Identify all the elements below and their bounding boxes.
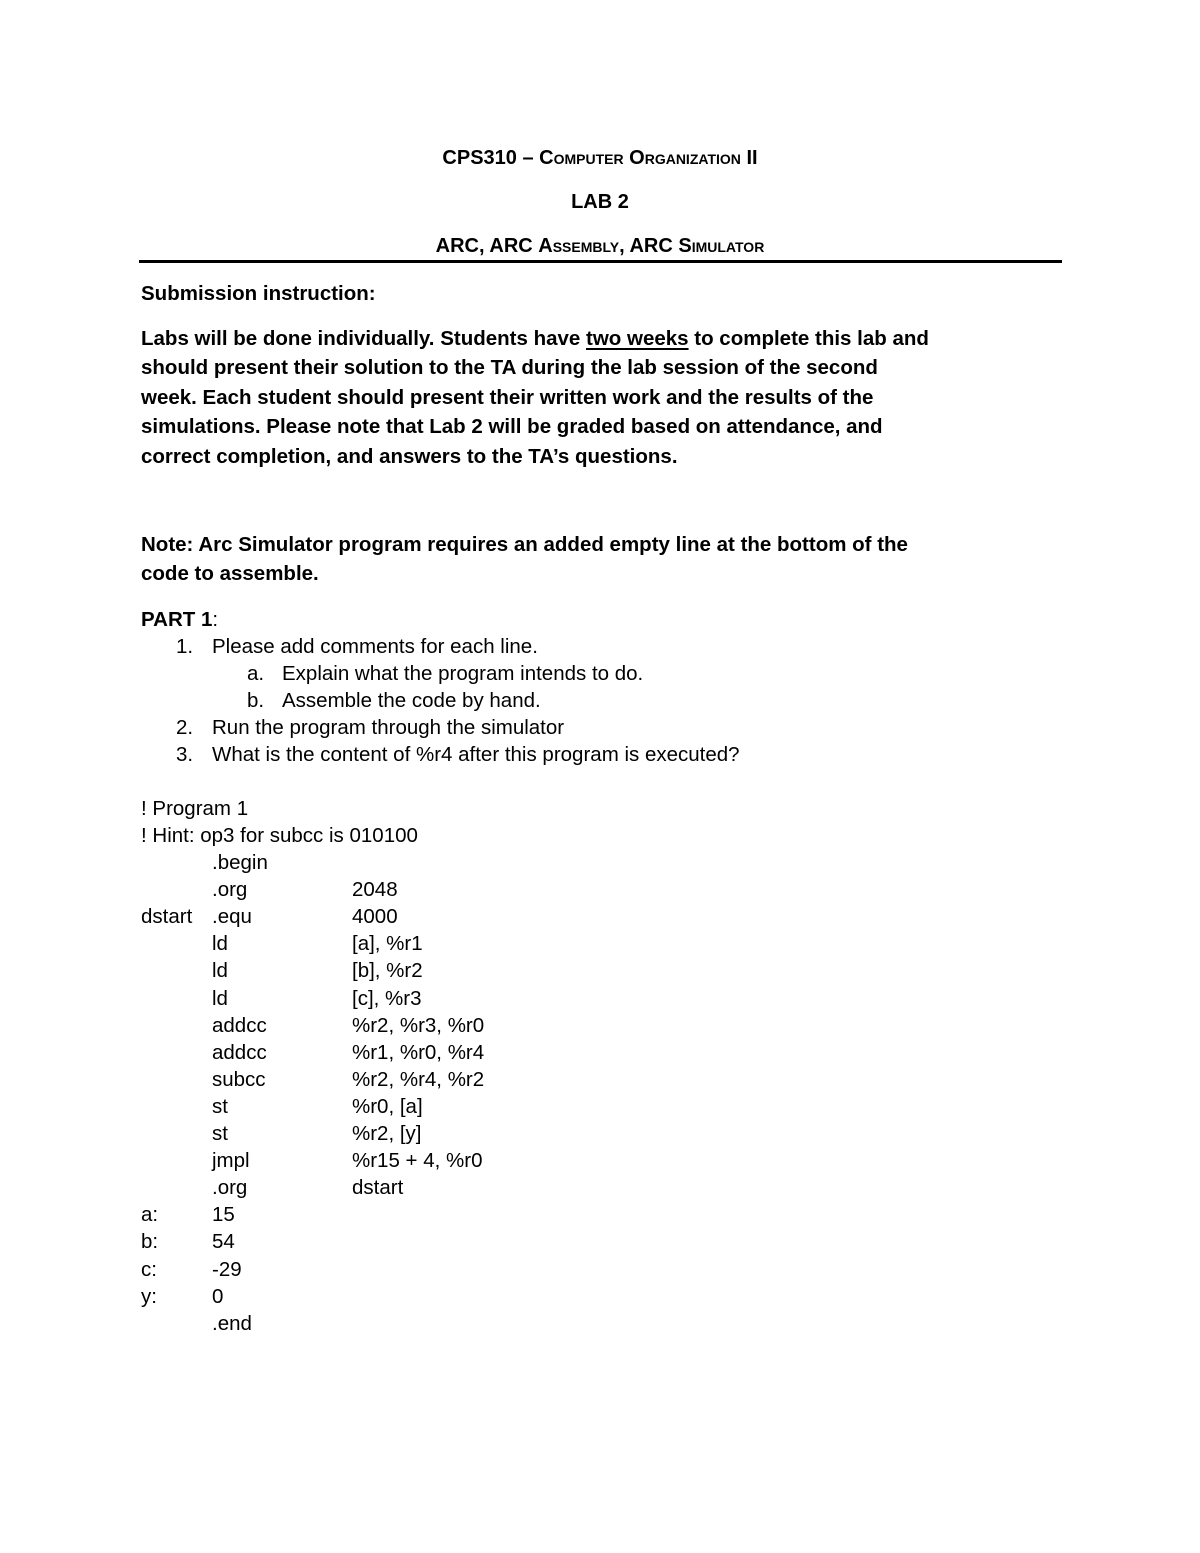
code-op: .equ (212, 905, 252, 928)
submission-line-1-post: to complete this lab and (688, 327, 929, 350)
note-paragraph (141, 530, 1071, 589)
part1-title-colon: : (212, 608, 219, 631)
code-op: subcc (212, 1068, 266, 1091)
code-op: ld (212, 987, 228, 1010)
code-label: c: (141, 1258, 157, 1281)
code-line (141, 1012, 741, 1039)
code-op: -29 (212, 1258, 242, 1281)
part1-title-bold: PART 1 (141, 608, 213, 631)
code-op: .begin (212, 851, 268, 874)
code-line (141, 876, 741, 903)
code-arg: %r0, [a] (352, 1095, 423, 1118)
list-item-1a (247, 660, 644, 687)
list-item-2-num: 2. (176, 716, 194, 739)
code-op: 54 (212, 1230, 235, 1253)
list-item-1b-text: Assemble the code by hand. (282, 689, 541, 712)
program-comment-2: ! Hint: op3 for subcc is 010100 (141, 824, 418, 847)
code-line (141, 1201, 741, 1228)
list-item-1-num: 1. (176, 635, 194, 658)
code-op: 15 (212, 1203, 235, 1226)
list-item-3-num: 3. (176, 743, 194, 766)
list-item-2-text: Run the program through the simulator (212, 716, 565, 739)
submission-line-4: simulations. Please note that Lab 2 will be graded based on attendance, and (141, 415, 883, 439)
submission-line-5: correct completion, and answers to the TA’s questions. (141, 444, 678, 468)
list-item-3 (176, 741, 740, 768)
header-divider (139, 260, 1062, 263)
submission-heading-text: Submission instruction: (141, 282, 376, 305)
topic-simulator: Simulator (678, 235, 765, 257)
code-op: .end (212, 1312, 252, 1335)
submission-line-2: should present their solution to the TA during the lab session of the second (141, 356, 878, 380)
code-op: ld (212, 932, 228, 955)
lab-topic (140, 234, 1060, 258)
code-line (141, 1066, 741, 1093)
submission-paragraph (141, 324, 1071, 471)
code-op: .org (212, 878, 248, 901)
code-op: jmpl (212, 1149, 250, 1172)
code-arg: [c], %r3 (352, 987, 422, 1010)
code-arg: [a], %r1 (352, 932, 423, 955)
topic-part2: , ARC (619, 235, 679, 257)
code-op: st (212, 1122, 228, 1145)
code-arg: %r2, %r4, %r2 (352, 1068, 485, 1091)
list-item-1-text: Please add comments for each line. (212, 635, 538, 658)
code-arg: %r2, %r3, %r0 (352, 1014, 485, 1037)
list-item-1b (247, 687, 541, 714)
code-arg: %r2, [y] (352, 1122, 422, 1145)
code-line (141, 1093, 741, 1120)
code-arg: %r15 + 4, %r0 (352, 1149, 483, 1172)
note-line-2: code to assemble. (141, 562, 319, 586)
code-line (141, 1228, 741, 1255)
part1-title (141, 606, 218, 633)
code-line (141, 957, 741, 984)
list-item-2 (176, 714, 565, 741)
code-label: b: (141, 1230, 159, 1253)
program-comment-1: ! Program 1 (141, 797, 249, 820)
course-title (140, 146, 1060, 170)
course-code: CPS310 – (442, 147, 540, 169)
list-item-1 (176, 633, 538, 660)
code-line (141, 1147, 741, 1174)
code-op: st (212, 1095, 228, 1118)
course-name: Computer Organization II (539, 147, 758, 169)
code-line (141, 1310, 741, 1337)
list-item-3-text: What is the content of %r4 after this program is executed? (212, 743, 740, 766)
code-line (141, 1283, 741, 1310)
code-label: y: (141, 1285, 157, 1308)
code-label: a: (141, 1203, 159, 1226)
list-item-1a-text: Explain what the program intends to do. (282, 662, 644, 685)
list-item-1a-num: a. (247, 662, 265, 685)
lab-title: LAB 2 (571, 191, 629, 213)
code-line (141, 1174, 741, 1201)
code-op: addcc (212, 1014, 267, 1037)
code-arg: 2048 (352, 878, 398, 901)
code-arg: %r1, %r0, %r4 (352, 1041, 485, 1064)
code-op: addcc (212, 1041, 267, 1064)
code-line (141, 1039, 741, 1066)
submission-line-3: week. Each student should present their written work and the results of the (141, 385, 874, 409)
submission-line-1 (141, 324, 1071, 353)
two-weeks-emphasis: two weeks (586, 327, 689, 350)
code-line (141, 903, 741, 930)
code-label: dstart (141, 905, 193, 928)
code-arg: 4000 (352, 905, 398, 928)
code-line (141, 930, 741, 957)
note-line-1: Note: Arc Simulator program requires an added empty line at the bottom of the (141, 533, 908, 556)
list-item-1b-num: b. (247, 689, 265, 712)
code-op: .org (212, 1176, 248, 1199)
code-op: ld (212, 959, 228, 982)
code-line (141, 1256, 741, 1283)
code-line (141, 1120, 741, 1147)
code-arg: [b], %r2 (352, 959, 423, 982)
code-line (141, 849, 741, 876)
submission-line-1-pre: Labs will be done individually. Students have (141, 327, 587, 350)
topic-part1: ARC, ARC (435, 235, 539, 257)
code-op: 0 (212, 1285, 224, 1308)
submission-heading (141, 279, 1071, 308)
code-line (141, 985, 741, 1012)
code-arg: dstart (352, 1176, 404, 1199)
topic-assembly: Assembly (538, 235, 620, 257)
